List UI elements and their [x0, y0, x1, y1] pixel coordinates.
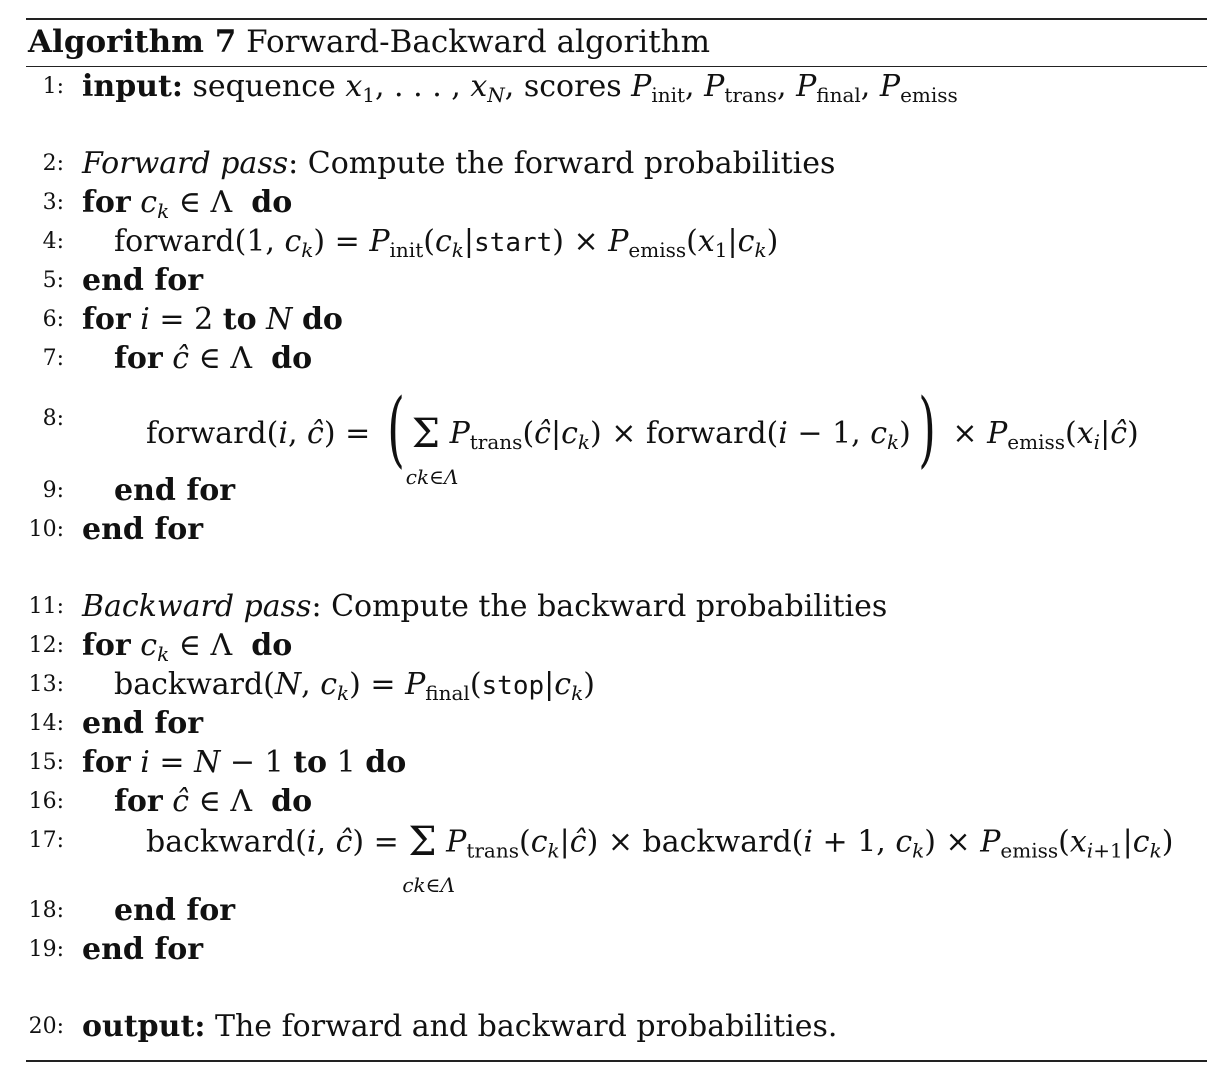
line-body: for i = 2 to N do — [82, 302, 343, 337]
summation: Σ ck∈Λ — [412, 414, 440, 457]
summation: Σ ck∈Λ — [408, 822, 436, 865]
line-body — [82, 1008, 837, 1046]
line-number: 12: — [28, 633, 64, 658]
line-number: 14: — [28, 711, 64, 736]
line-number: 18: — [28, 898, 64, 923]
line-number: 16: — [28, 789, 64, 814]
line-body: for $c_k$ ∈ Λ do — [82, 628, 293, 666]
keyword-end-for: end for — [114, 893, 236, 928]
right-paren: ) — [918, 382, 936, 477]
header-rule — [26, 66, 1207, 67]
line-body: for ĉ ∈ Λ do — [114, 341, 313, 376]
input-spec: sequence $x_1$, . . . , $x_N$, scores $P_{init}$, $P_{trans}$, $P_{final}$, $P_{emiss}$ — [192, 69, 958, 107]
line-number: 3: — [42, 190, 64, 215]
line-body: backward(i, ĉ) = Σ ck∈Λ $P_{trans}(c_k|ĉ)$ × backward(i + 1, $c_k) \times P_{emiss}(x_{i+1}|c_k)$ — [146, 822, 1173, 870]
sum-subscript: ck∈Λ — [402, 873, 455, 897]
line-number: 6: — [42, 307, 64, 332]
line-number: 15: — [28, 750, 64, 775]
line-body: for ĉ ∈ Λ do — [114, 784, 313, 819]
keyword-input: input: — [82, 69, 183, 104]
left-paren: ( — [386, 382, 405, 477]
keyword-end-for: end for — [114, 473, 236, 508]
line-number: 8: — [42, 406, 64, 431]
line-number: 9: — [42, 478, 64, 503]
line-number: 17: — [28, 828, 64, 853]
line-number: 19: — [28, 937, 64, 962]
section-label: Forward pass — [82, 146, 289, 181]
line-number: 4: — [42, 229, 64, 254]
line-body: backward(N, $c_k$) = $P_{final}(stop|c_k)$ — [114, 667, 595, 705]
line-number: 2: — [42, 151, 64, 176]
keyword-do: do — [251, 185, 293, 220]
line-body: forward(i, ĉ) = ( Σ ck∈Λ $P_{trans}(ĉ|c_k)$ × forward(i − 1, $c_k$)) × $P_{emiss}(x_i|ĉ)$ — [146, 400, 1139, 461]
line-number: 5: — [42, 268, 64, 293]
bottom-rule — [26, 1060, 1207, 1062]
line-number: 1: — [42, 74, 64, 99]
algorithm-title: Forward-Backward algorithm — [246, 24, 711, 60]
keyword-output: output: — [82, 1009, 206, 1044]
line-number: 10: — [28, 517, 64, 542]
section-text: : Compute the backward probabilities — [311, 589, 888, 624]
keyword-end-for: end for — [82, 932, 204, 967]
loop-var: c — [140, 185, 158, 220]
output-text: The forward and backward probabilities. — [214, 1009, 838, 1044]
keyword-end-for: end for — [82, 512, 204, 547]
section-text: : Compute the forward probabilities — [288, 146, 836, 181]
line-body — [82, 68, 958, 114]
top-rule — [26, 18, 1207, 20]
line-number: 11: — [28, 594, 64, 619]
sum-subscript: ck∈Λ — [405, 464, 459, 489]
line-number: 7: — [42, 346, 64, 371]
keyword-for: for — [82, 185, 131, 220]
algorithm-label: Algorithm 7 — [28, 24, 237, 60]
line-number: 20: — [28, 1014, 64, 1039]
line-body: for $c_k$ ∈ Λ do — [82, 185, 293, 223]
algorithm-caption — [28, 22, 710, 62]
section-label: Backward pass — [82, 589, 312, 624]
keyword-end-for: end for — [82, 263, 204, 298]
line-body: for i = N − 1 to 1 do — [82, 745, 407, 780]
line-body — [82, 145, 835, 183]
line-number: 13: — [28, 672, 64, 697]
keyword-end-for: end for — [82, 706, 204, 741]
line-body: forward(1, $c_k$) = $P_{init}(c_k|start) \times P_{emiss}(x_1|c_k)$ — [114, 224, 779, 262]
line-body — [82, 588, 887, 626]
